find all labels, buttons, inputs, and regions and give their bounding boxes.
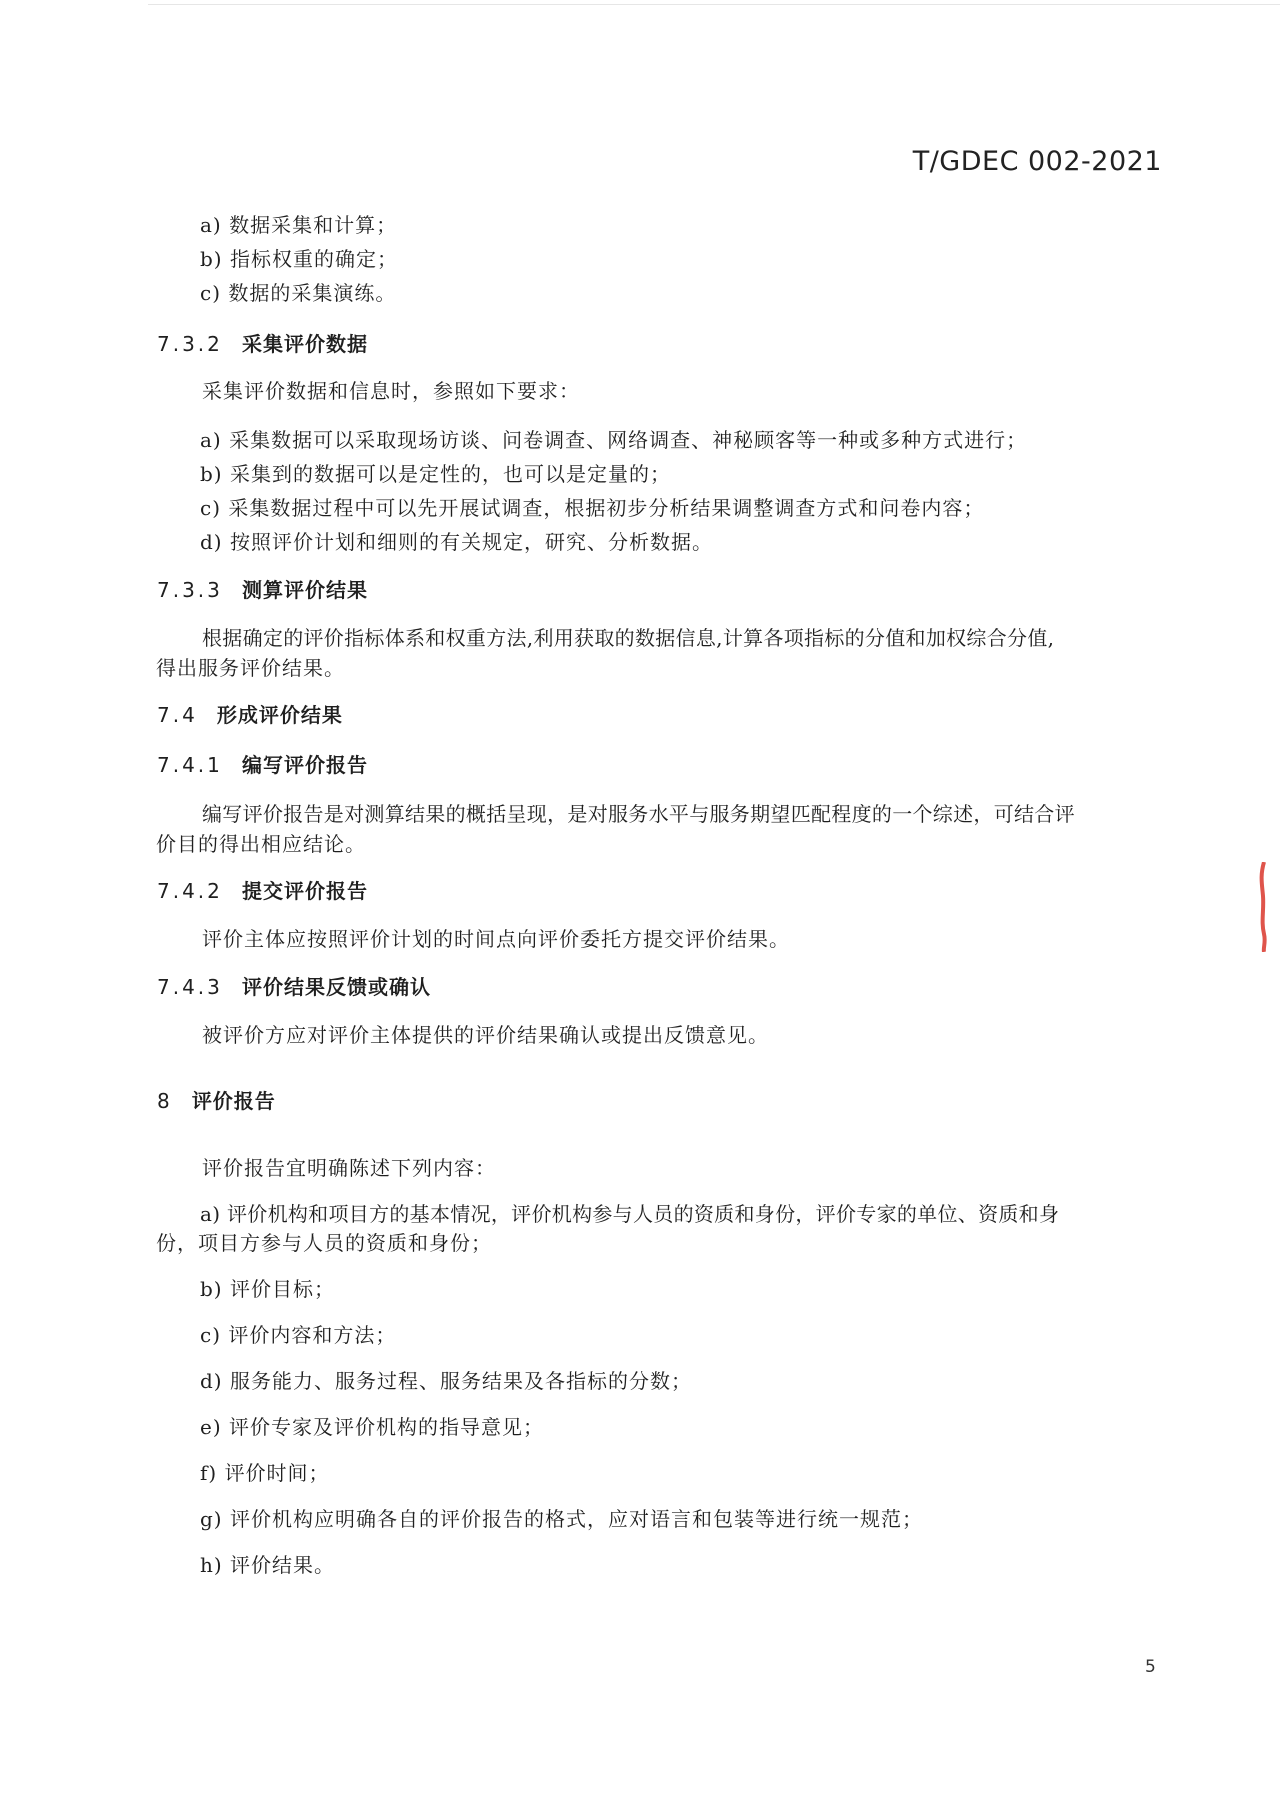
paragraph: 评价报告宜明确陈述下列内容： [202, 1156, 496, 1180]
list-item: a) 评价机构和项目方的基本情况，评价机构参与人员的资质和身份，评价专家的单位、资质和身 [200, 1202, 1060, 1226]
section-heading-7-4-1 [157, 751, 368, 779]
section-number: 7.4.3 [157, 975, 223, 999]
section-title: 采集评价数据 [241, 332, 368, 356]
list-item: a) 数据采集和计算； [200, 213, 398, 237]
list-item-continuation: 份，项目方参与人员的资质和身份； [156, 1231, 492, 1255]
list-item: b) 采集到的数据可以是定性的，也可以是定量的； [200, 462, 671, 486]
section-number: 7.3.3 [157, 578, 223, 602]
section-title: 测算评价结果 [241, 578, 368, 602]
section-title: 提交评价报告 [241, 879, 368, 903]
section-title: 评价结果反馈或确认 [241, 975, 431, 999]
paragraph-line: 根据确定的评价指标体系和权重方法,利用获取的数据信息,计算各项指标的分值和加权综合分值, [202, 626, 1055, 650]
paragraph: 被评价方应对评价主体提供的评价结果确认或提出反馈意见。 [202, 1023, 769, 1047]
list-item: d) 按照评价计划和细则的有关规定，研究、分析数据。 [200, 530, 713, 554]
list-item: d) 服务能力、服务过程、服务结果及各指标的分数； [200, 1369, 692, 1393]
seal-fragment-mark [1258, 862, 1268, 952]
paragraph: 采集评价数据和信息时，参照如下要求： [202, 379, 580, 403]
section-number: 7.3.2 [157, 332, 223, 356]
list-item: g) 评价机构应明确各自的评价报告的格式，应对语言和包装等进行统一规范； [200, 1507, 923, 1531]
section-number: 7.4.2 [157, 879, 223, 903]
section-title: 形成评价结果 [216, 703, 343, 727]
section-heading-7-4-3 [157, 973, 431, 1001]
scan-edge-line [148, 4, 1280, 5]
section-heading-7-3-3 [157, 576, 368, 604]
paragraph-line: 编写评价报告是对测算结果的概括呈现，是对服务水平与服务期望匹配程度的一个综述，可结合评 [202, 802, 1075, 826]
document-code: T/GDEC 002-2021 [912, 146, 1162, 177]
section-title: 评价报告 [191, 1089, 276, 1113]
section-number: 7.4.1 [157, 753, 223, 777]
section-heading-7-3-2 [157, 330, 368, 358]
section-heading-7-4 [157, 701, 343, 729]
page-number: 5 [1145, 1657, 1156, 1677]
list-item: b) 指标权重的确定； [200, 247, 398, 271]
paragraph-line: 价目的得出相应结论。 [156, 832, 366, 856]
section-number: 8 [157, 1089, 173, 1113]
section-title: 编写评价报告 [241, 753, 368, 777]
list-item: a) 采集数据可以采取现场访谈、问卷调查、网络调查、神秘顾客等一种或多种方式进行； [200, 428, 1028, 452]
section-number: 7.4 [157, 703, 198, 727]
list-item: c) 采集数据过程中可以先开展试调查，根据初步分析结果调整调查方式和问卷内容； [200, 496, 985, 520]
list-item: f) 评价时间； [200, 1461, 330, 1485]
list-item: c) 数据的采集演练。 [200, 281, 397, 305]
list-item: b) 评价目标； [200, 1277, 335, 1301]
list-item: c) 评价内容和方法； [200, 1323, 397, 1347]
paragraph-line: 得出服务评价结果。 [156, 656, 345, 680]
paragraph: 评价主体应按照评价计划的时间点向评价委托方提交评价结果。 [202, 927, 790, 951]
section-heading-7-4-2 [157, 877, 368, 905]
list-item: h) 评价结果。 [200, 1553, 336, 1577]
list-item: e) 评价专家及评价机构的指导意见； [200, 1415, 544, 1439]
section-heading-8 [157, 1087, 276, 1115]
